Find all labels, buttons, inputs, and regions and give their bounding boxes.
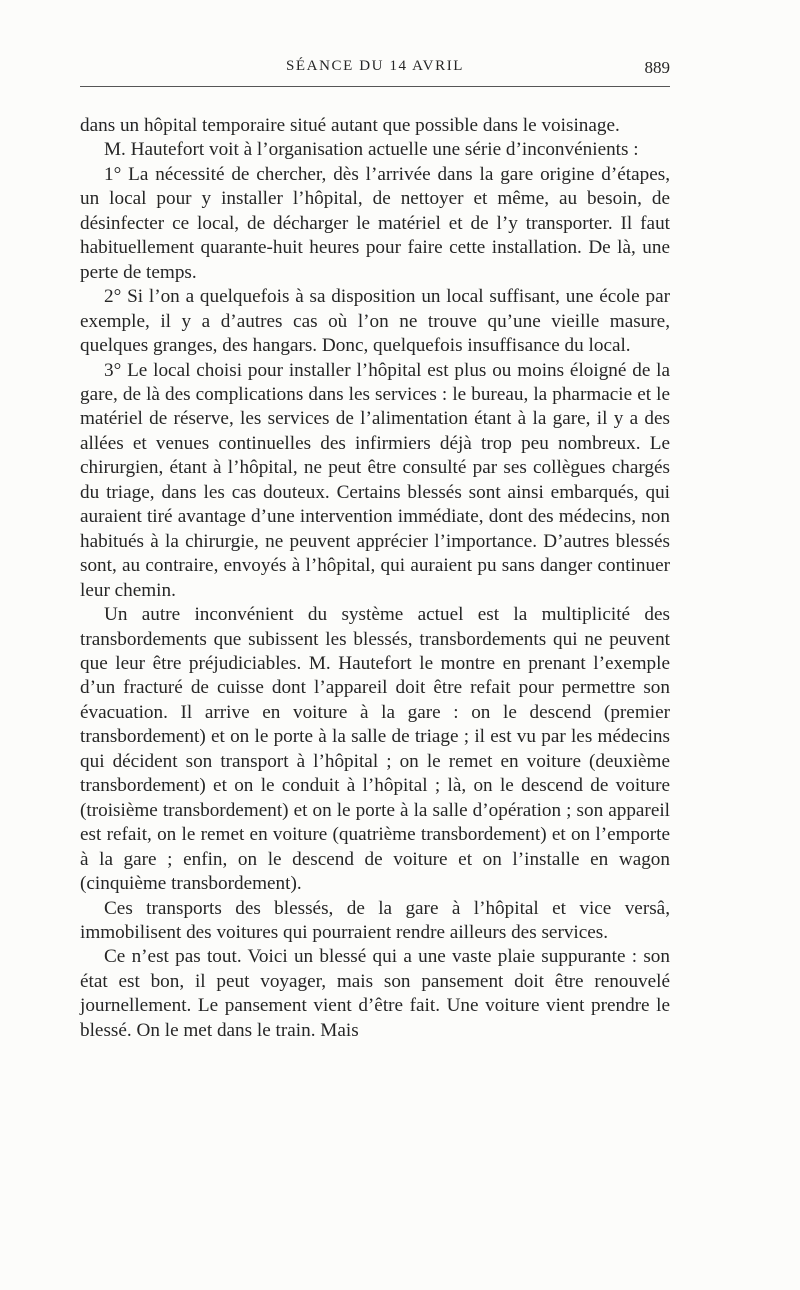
running-title: SÉANCE DU 14 AVRIL xyxy=(285,58,465,74)
paragraph-point-2: 2° Si l’on a quelquefois à sa disposition un local suffisant, une école par exemple, il y a d’autres cas où l’on ne trouve qu’une vieille masure, quelques granges, des hangars. Donc, quelquefois insuffisance du local. xyxy=(80,286,670,357)
body-text xyxy=(80,114,670,1043)
paragraph-transports: Ces transports des blessés, de la gare à l’hôpital et vice versâ, immobilisent des voitures qui pourraient rendre ailleurs des services. xyxy=(80,897,670,943)
paragraph-inconvenients-intro: M. Hautefort voit à l’organisation actuelle une série d’inconvénients : xyxy=(104,139,639,161)
paragraph-point-1: 1° La nécessité de chercher, dès l’arrivée dans la gare origine d’étapes, un local pour y installer l’hôpital, de nettoyer et même, au besoin, de désinfecter ce local, de décharger le matériel et de l’y transporter. Il faut habituellement quarante-huit heures pour faire cette installation. De là, une perte de temps. xyxy=(80,163,670,283)
paragraph-plaie-suppurante: Ce n’est pas tout. Voici un blessé qui a une vaste plaie suppurante : son état est bon, il peut voyager, mais son pansement doit être renouvelé journellement. Le pansement vient d’être fait. Une voiture vient prendre le blessé. On le met dans le train. Mais xyxy=(80,946,670,1041)
page-header xyxy=(80,58,670,87)
page-number: 889 xyxy=(644,58,670,77)
paragraph-point-3: 3° Le local choisi pour installer l’hôpital est plus ou moins éloigné de la gare, de là des complications dans les services : le bureau, la pharmacie et le matériel de réserve, les services de l’alimentation étant à la gare, il y a des allées et venues continuelles des infirmiers déjà trop peu nombreux. Le chirurgien, étant à l’hôpital, ne peut être consulté par ses collègues chargés du triage, dans les cas douteux. Certains blessés sont ainsi embarqués, qui auraient tiré avantage d’une intervention immédiate, dont des médecins, non habitués à la chirurgie, ne peuvent apprécier l’importance. D’autres blessés sont, au contraire, envoyés à l’hôpital, qui auraient pu sans danger continuer leur chemin. xyxy=(80,359,670,601)
paragraph-transbordements: Un autre inconvénient du système actuel est la multiplicité des transbordements que subissent les blessés, transbordements qui ne peuvent que leur être préjudiciables. M. Hautefort le montre en prenant l’exemple d’un fracturé de cuisse dont l’appareil doit être refait pour permettre son évacuation. Il arrive en voiture à la gare : on le descend (premier transbordement) et on le porte à la salle de triage ; il est vu par les médecins qui décident son transport à l’hôpital ; on le remet en voiture (deuxième transbordement) et on le conduit à l’hôpital ; là, on le descend de voiture (troisième transbordement) et on le porte à la salle d’opération ; son appareil est refait, on le remet en voiture (quatrième transbordement) et on l’emporte à la gare ; enfin, on le descend de voiture et on l’installe en wagon (cinquième transbordement). xyxy=(80,604,670,895)
paragraph-continuation: dans un hôpital temporaire situé autant que possible dans le voisinage. xyxy=(80,115,620,136)
